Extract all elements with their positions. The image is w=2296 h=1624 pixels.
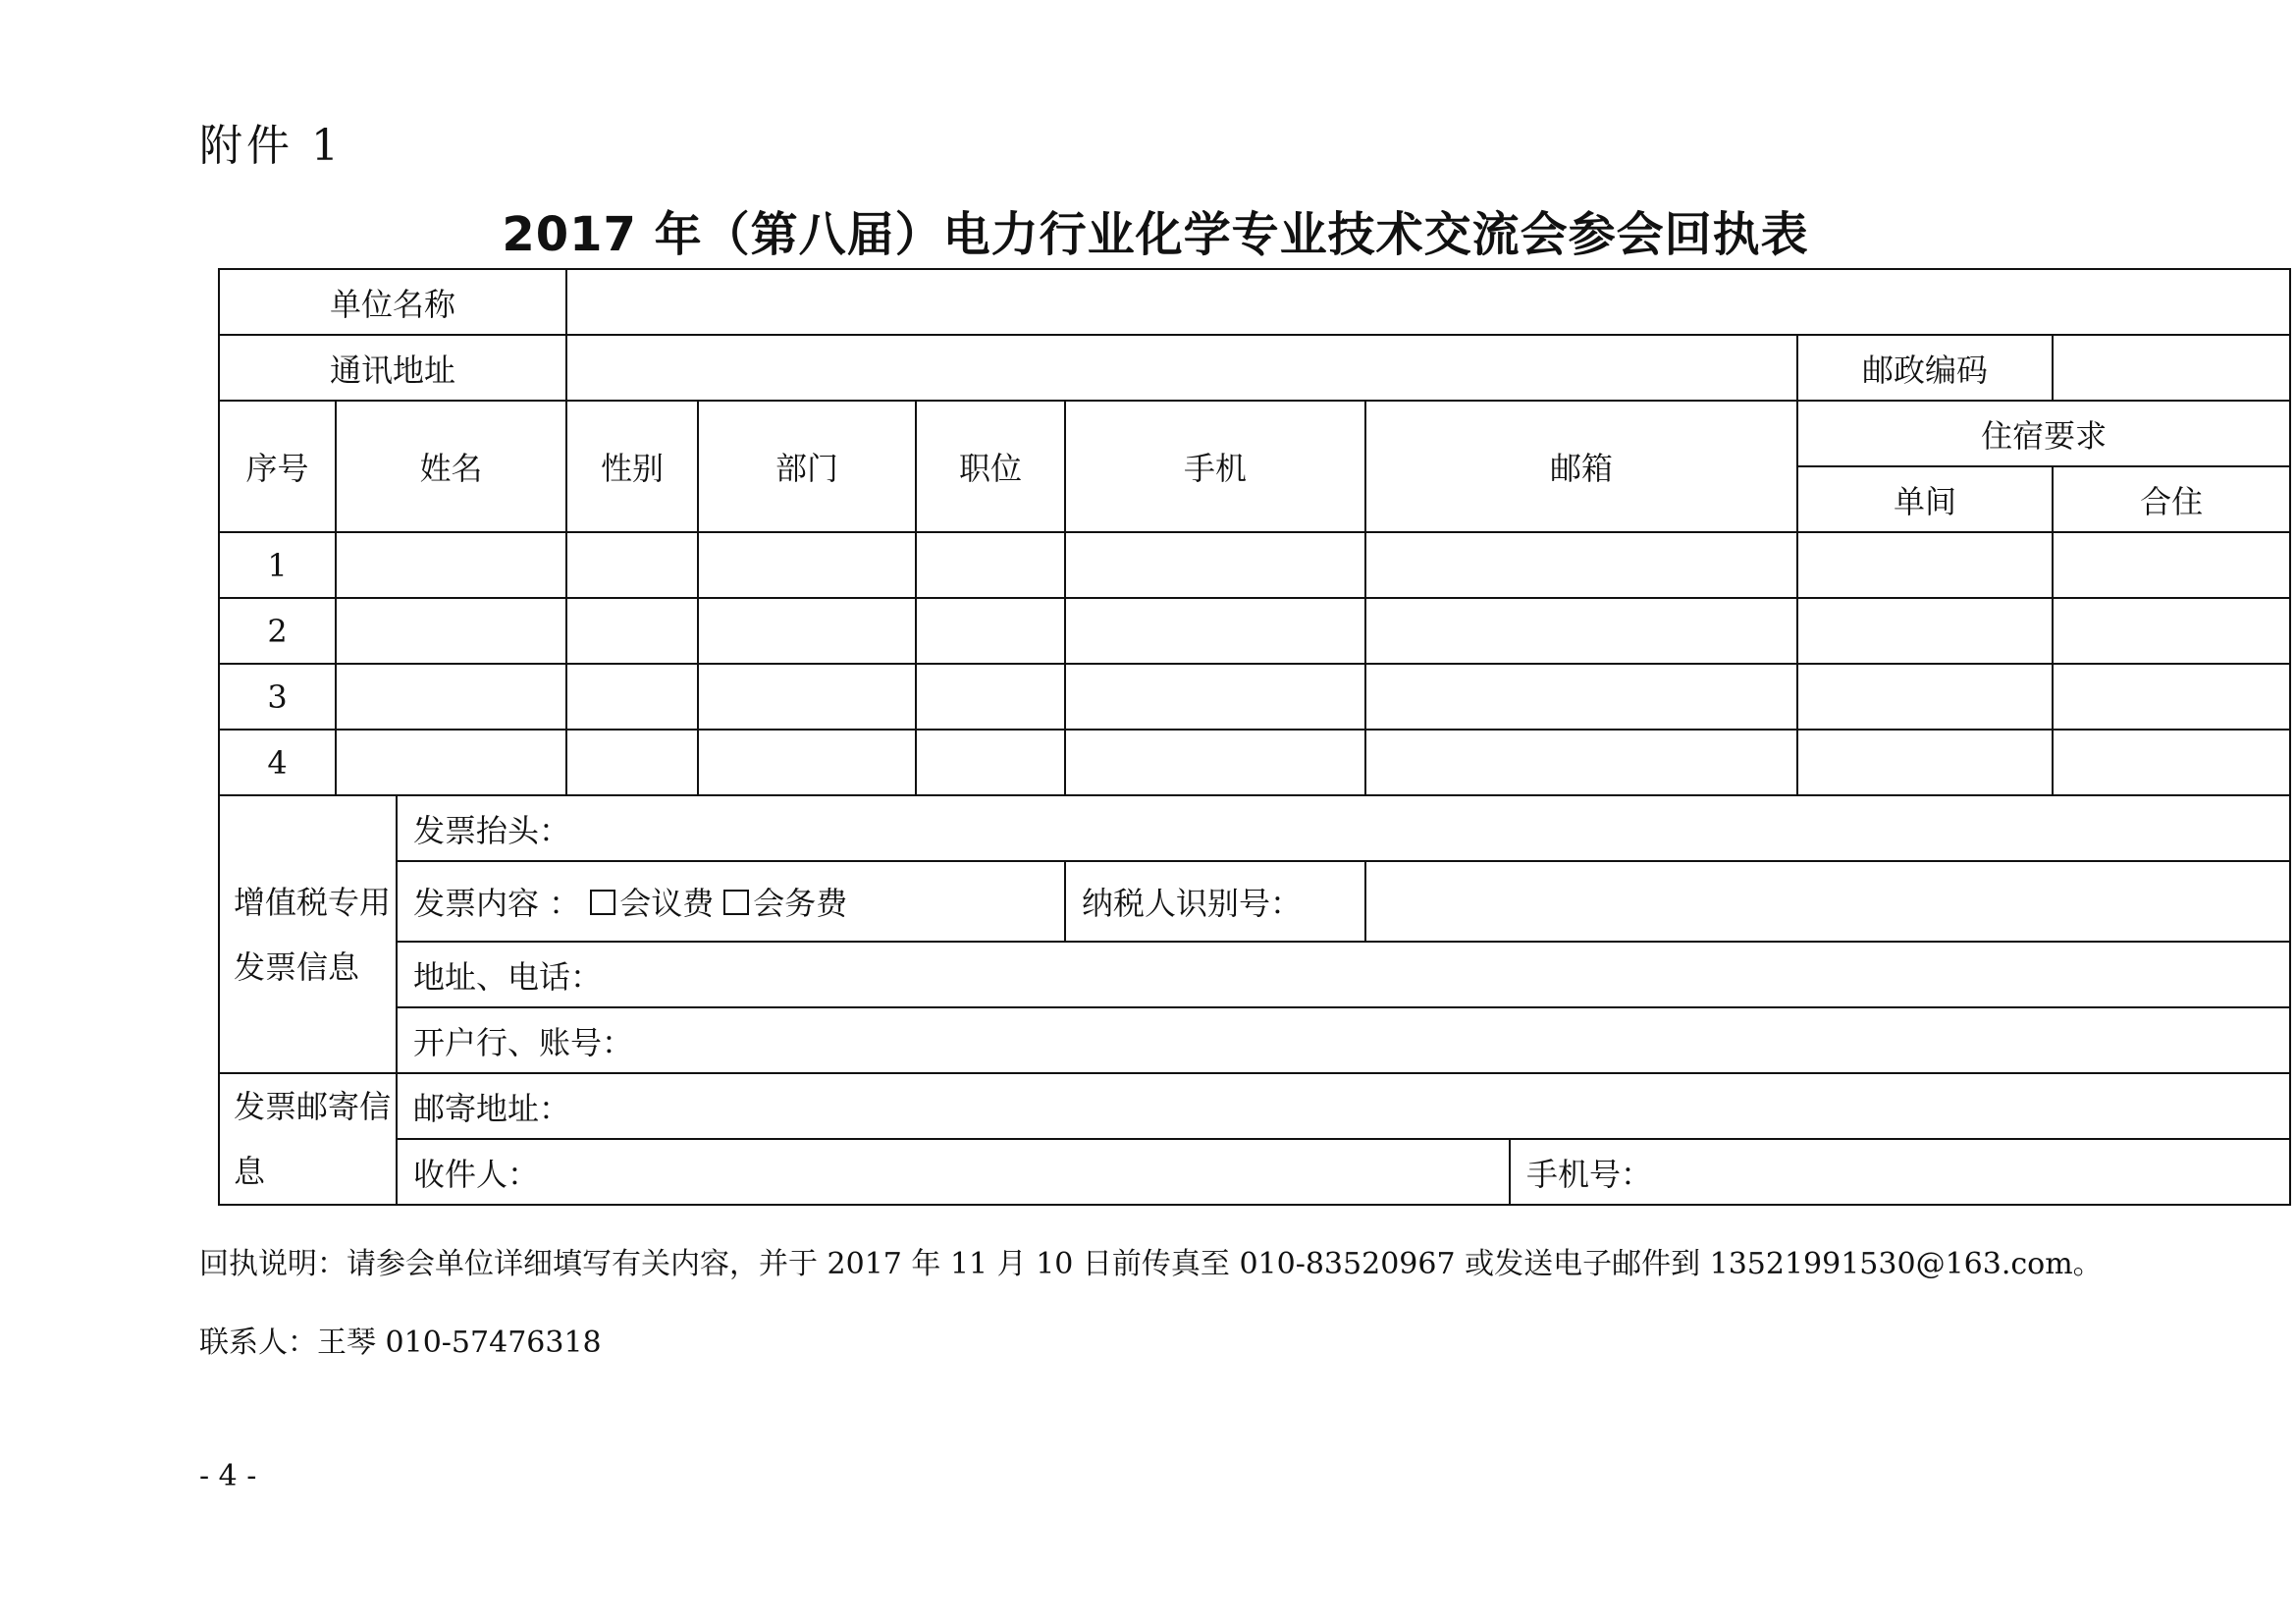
col-header-shared-room: 合住 xyxy=(2053,466,2290,532)
name-cell[interactable] xyxy=(336,532,566,598)
col-header-mobile: 手机 xyxy=(1065,401,1365,532)
department-cell[interactable] xyxy=(698,664,916,730)
col-header-gender: 性别 xyxy=(566,401,698,532)
postcode-field[interactable] xyxy=(2053,335,2290,401)
attendee-row xyxy=(219,598,2290,664)
header-row xyxy=(219,401,2290,466)
recipient-row xyxy=(219,1139,2290,1205)
address-field[interactable] xyxy=(566,335,1797,401)
row-number: 1 xyxy=(219,532,336,598)
gender-cell[interactable] xyxy=(566,730,698,795)
position-cell[interactable] xyxy=(916,532,1065,598)
col-header-lodging: 住宿要求 xyxy=(1797,401,2290,466)
recipient-field[interactable]: 收件人： xyxy=(397,1139,1510,1205)
mobile-cell[interactable] xyxy=(1065,730,1365,795)
registration-form xyxy=(218,268,2291,1206)
shared-room-cell[interactable] xyxy=(2053,598,2290,664)
col-header-single-room: 单间 xyxy=(1797,466,2053,532)
page-number: - 4 - xyxy=(199,1459,257,1493)
col-header-position: 职位 xyxy=(916,401,1065,532)
address-phone-row xyxy=(219,942,2290,1007)
single-room-cell[interactable] xyxy=(1797,598,2053,664)
department-cell[interactable] xyxy=(698,730,916,795)
postcode-label: 邮政编码 xyxy=(1797,335,2053,401)
department-cell[interactable] xyxy=(698,532,916,598)
invoice-title-field[interactable]: 发票抬头： xyxy=(397,795,2290,861)
email-cell[interactable] xyxy=(1365,664,1797,730)
col-header-seq: 序号 xyxy=(219,401,336,532)
name-cell[interactable] xyxy=(336,664,566,730)
mail-address-field[interactable]: 邮寄地址： xyxy=(397,1073,2290,1139)
checkbox-meeting-fee[interactable] xyxy=(590,890,615,915)
gender-cell[interactable] xyxy=(566,532,698,598)
email-cell[interactable] xyxy=(1365,730,1797,795)
unit-name-label: 单位名称 xyxy=(219,269,566,335)
email-cell[interactable] xyxy=(1365,532,1797,598)
mail-address-row xyxy=(219,1073,2290,1139)
invoice-mail-section-label: 发票邮寄信息 xyxy=(219,1073,397,1205)
registration-table xyxy=(218,268,2291,1206)
gender-cell[interactable] xyxy=(566,664,698,730)
invoice-content-label: 发票内容 ： xyxy=(413,885,581,922)
single-room-cell[interactable] xyxy=(1797,664,2053,730)
option-affairs-fee-label: 会务费 xyxy=(753,885,848,922)
single-room-cell[interactable] xyxy=(1797,730,2053,795)
attachment-label: 附件 1 xyxy=(199,121,343,171)
name-cell[interactable] xyxy=(336,598,566,664)
mobile-cell[interactable] xyxy=(1065,598,1365,664)
bank-account-row xyxy=(219,1007,2290,1073)
department-cell[interactable] xyxy=(698,598,916,664)
taxpayer-id-field[interactable] xyxy=(1365,861,2290,942)
single-room-cell[interactable] xyxy=(1797,532,2053,598)
attendee-row xyxy=(219,664,2290,730)
address-label: 通讯地址 xyxy=(219,335,566,401)
option-meeting-fee-label: 会议费 xyxy=(619,885,715,922)
contact-person: 联系人：王琴 010-57476318 xyxy=(199,1326,602,1360)
attendee-row xyxy=(219,730,2290,795)
shared-room-cell[interactable] xyxy=(2053,664,2290,730)
attendee-row xyxy=(219,532,2290,598)
recipient-mobile-field[interactable]: 手机号： xyxy=(1510,1139,2290,1205)
taxpayer-id-label: 纳税人识别号： xyxy=(1065,861,1365,942)
row-number: 2 xyxy=(219,598,336,664)
form-title: 2017 年（第八届）电力行业化学专业技术交流会参会回执表 xyxy=(502,207,1809,262)
col-header-department: 部门 xyxy=(698,401,916,532)
shared-room-cell[interactable] xyxy=(2053,532,2290,598)
position-cell[interactable] xyxy=(916,730,1065,795)
shared-room-cell[interactable] xyxy=(2053,730,2290,795)
address-row xyxy=(219,335,2290,401)
position-cell[interactable] xyxy=(916,664,1065,730)
invoice-content-row xyxy=(219,861,2290,942)
col-header-name: 姓名 xyxy=(336,401,566,532)
mobile-cell[interactable] xyxy=(1065,532,1365,598)
vat-invoice-section-label: 增值税专用发票信息 xyxy=(219,795,397,1073)
reply-note: 回执说明：请参会单位详细填写有关内容，并于 2017 年 11 月 10 日前传真至 010-83520967 或发送电子邮件到 13521991530@163.com。 xyxy=(199,1247,2103,1281)
name-cell[interactable] xyxy=(336,730,566,795)
bank-account-field[interactable]: 开户行、账号： xyxy=(397,1007,2290,1073)
unit-name-row xyxy=(219,269,2290,335)
invoice-content-cell xyxy=(397,861,1065,942)
row-number: 4 xyxy=(219,730,336,795)
unit-name-field[interactable] xyxy=(566,269,2290,335)
email-cell[interactable] xyxy=(1365,598,1797,664)
invoice-title-row xyxy=(219,795,2290,861)
gender-cell[interactable] xyxy=(566,598,698,664)
col-header-email: 邮箱 xyxy=(1365,401,1797,532)
checkbox-affairs-fee[interactable] xyxy=(723,890,749,915)
row-number: 3 xyxy=(219,664,336,730)
address-phone-field[interactable]: 地址、电话： xyxy=(397,942,2290,1007)
position-cell[interactable] xyxy=(916,598,1065,664)
mobile-cell[interactable] xyxy=(1065,664,1365,730)
